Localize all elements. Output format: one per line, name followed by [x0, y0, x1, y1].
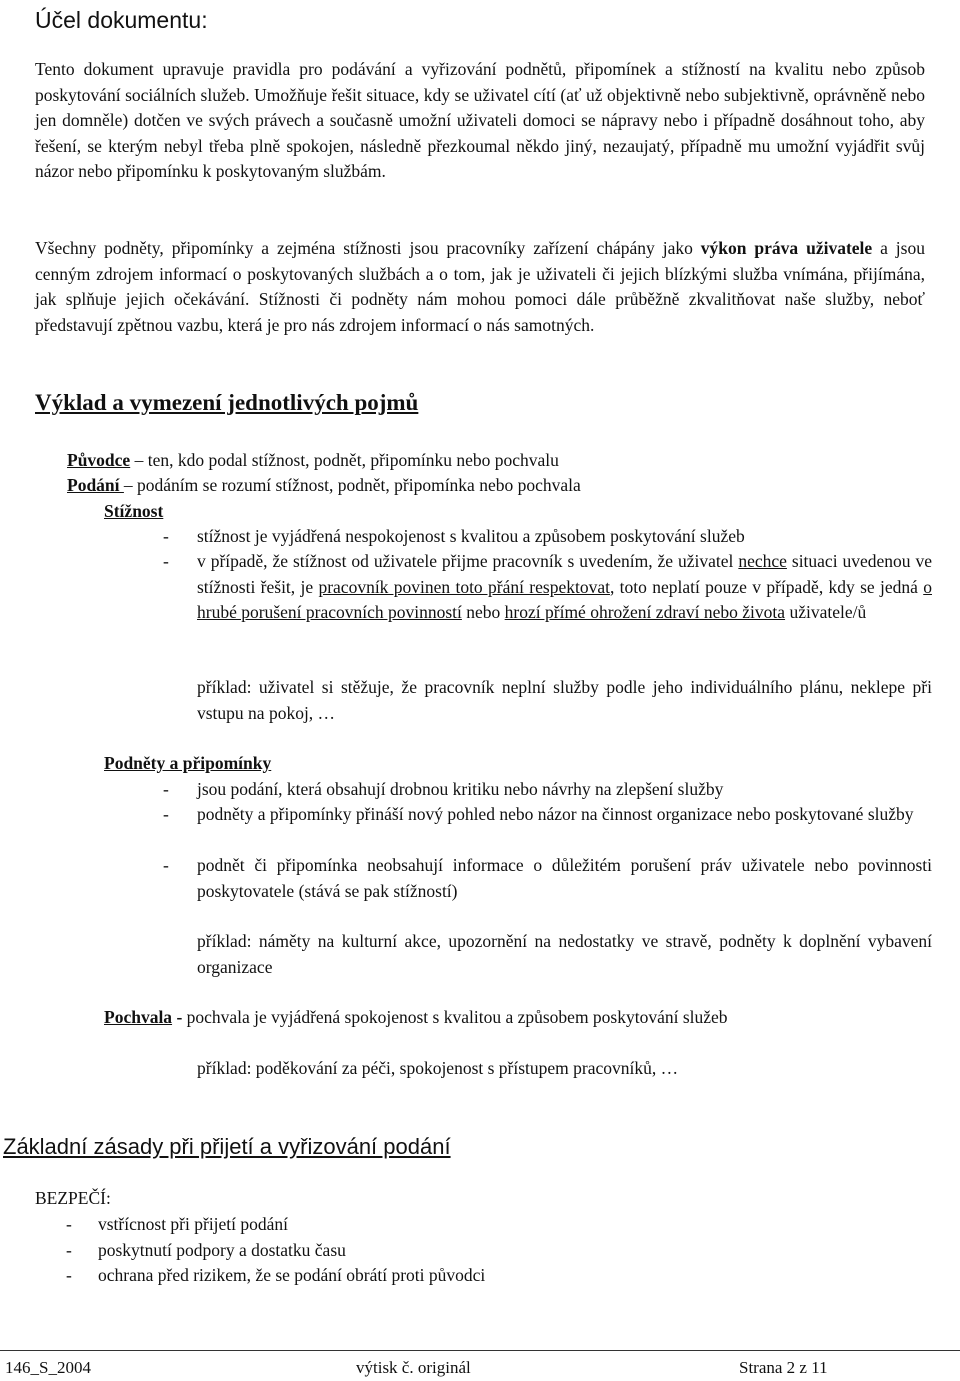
bullet-dash: -: [66, 1240, 72, 1260]
heading-document-purpose: Účel dokumentu:: [35, 7, 208, 33]
term-praise-definition: pochvala je vyjádřená spokojenost s kvalitou a způsobem poskytování služeb: [186, 1007, 728, 1027]
intro-paragraph-1: Tento dokument upravuje pravidla pro podávání a vyřizování podnětů, připomínek a stížností na kvalitu nebo způsob poskytování sociálních služeb. Umožňuje řešit situace, kdy se uživatel cítí (ať už objektivně nebo subjektivně, oprávněně nebo jen domněle) dotčen ve svých právech a současně umožní uživateli domoci se nápravy nebo i případně dosáhnout toho, aby řešení, se kterým nebyl třeba plně spokojen, následně přezkoumal někdo jiný, nezaujatý, případně mu umožní vyjádřit svůj názor nebo připomínku k poskytovaným službám.: [35, 59, 925, 181]
footer-divider: [0, 1350, 960, 1351]
heading-principles: Základní zásady při přijetí a vyřizování podání: [3, 1134, 451, 1159]
suggestions-item-3: podnět či připomínka neobsahují informace o důležitém porušení práv uživatele nebo povinnosti poskytovatele (stává se pak stížností): [197, 855, 932, 901]
complaint-example: příklad: uživatel si stěžuje, že pracovník neplní služby podle jeho individuálního plánu, neklepe při vstupu na pokoj, …: [197, 677, 932, 723]
intro-p2-text-a: Všechny podněty, připomínky a zejména stížnosti jsou pracovníky zařízení chápány jako: [35, 238, 701, 258]
complaint-item-2-text-d: nebo: [461, 602, 505, 622]
complaint-item-2-underline-4: hrozí přímé ohrožení zdraví nebo života: [504, 602, 786, 622]
bullet-dash: -: [163, 804, 169, 824]
term-praise: [104, 1005, 934, 1031]
safety-label: BEZPEČÍ:: [35, 1188, 111, 1208]
complaint-item-2-underline-2: pracovník povinen toto přání respektovat: [318, 576, 610, 597]
bullet-dash: -: [66, 1214, 72, 1234]
safety-item-1: vstřícnost při přijetí podání: [98, 1214, 289, 1234]
praise-example: příklad: poděkování za péči, spokojenost s přístupem pracovníků, …: [197, 1058, 679, 1078]
term-complaint-label: Stížnost: [104, 501, 164, 521]
footer-page-number: Strana 2 z 11: [739, 1358, 828, 1377]
bullet-dash: -: [163, 551, 169, 571]
footer-copy-label: výtisk č. originál: [356, 1358, 471, 1377]
term-originator: [67, 448, 927, 474]
intro-p2-text-b: a jsou cenným zdrojem informací o poskytovaných službách a o tom, jak je uživateli či jejich blízkými služba vnímána, přijímána, jak splňuje jejich očekávání. Stížnosti či podněty nám mohou pomoci dále průběžně zkvalitňovat naše služby, neboť představují zpětnou vazbu, která je pro nás zdrojem informací o nás samotných.: [35, 238, 925, 335]
bullet-dash: -: [163, 526, 169, 546]
bullet-dash: -: [163, 779, 169, 799]
heading-terms: Výklad a vymezení jednotlivých pojmů: [35, 390, 419, 415]
term-praise-label: Pochvala: [104, 1007, 173, 1027]
complaint-item-2-underline-3: o hrubé porušení pracovních povinností: [197, 576, 932, 622]
footer-document-code: 146_S_2004: [5, 1358, 91, 1377]
safety-item-2: poskytnutí podpory a dostatku času: [98, 1240, 346, 1260]
term-originator-definition: – ten, kdo podal stížnost, podnět, připomínku nebo pochvalu: [130, 450, 559, 470]
safety-item-3: ochrana před rizikem, že se podání obrátí proti původci: [98, 1265, 486, 1285]
term-originator-label: Původce: [67, 450, 131, 470]
bullet-dash: -: [66, 1265, 72, 1285]
bullet-dash: -: [163, 855, 169, 875]
intro-paragraph-2: [35, 236, 925, 338]
term-submission: [67, 473, 927, 499]
intro-p2-bold: výkon práva uživatele: [700, 238, 873, 258]
suggestions-item-2: podněty a připomínky přináší nový pohled nebo názor na činnost organizace nebo poskytované služby: [197, 804, 914, 824]
term-submission-definition: – podáním se rozumí stížnost, podnět, připomínka nebo pochvala: [123, 475, 581, 495]
complaint-item-2: [197, 549, 932, 626]
term-praise-separator: -: [172, 1007, 187, 1027]
suggestions-item-1: jsou podání, která obsahují drobnou kritiku nebo návrhy na zlepšení služby: [197, 779, 724, 799]
complaint-item-2-text-b: situaci uvedenou ve stížnosti řešit, je: [197, 551, 932, 597]
complaint-item-2-text-a: v případě, že stížnost od uživatele přijme pracovník s uvedením, že uživatel: [197, 551, 739, 571]
complaint-item-1: stížnost je vyjádřená nespokojenost s kvalitou a způsobem poskytování služeb: [197, 526, 745, 546]
term-suggestions-label: Podněty a připomínky: [104, 753, 272, 773]
complaint-item-2-text-c: , toto neplatí pouze v případě, kdy se jedná: [609, 576, 924, 597]
complaint-item-2-underline-1: nechce: [738, 551, 787, 571]
term-submission-label: Podání: [67, 475, 124, 495]
complaint-item-2-text-e: uživatele/ů: [785, 602, 867, 622]
suggestions-example: příklad: náměty na kulturní akce, upozornění na nedostatky ve stravě, podněty k doplnění vybavení organizace: [197, 931, 932, 977]
